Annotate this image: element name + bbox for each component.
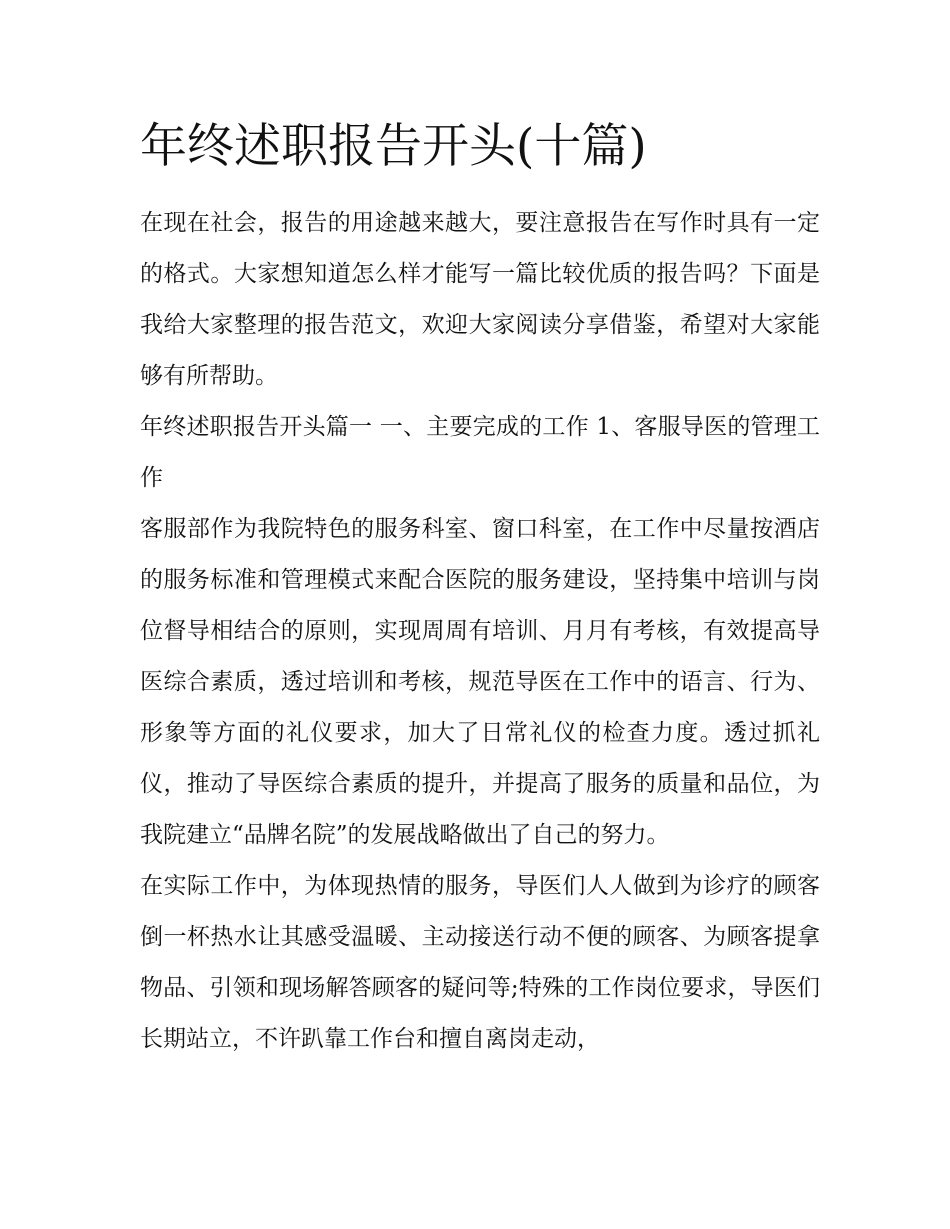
body-paragraph: 在实际工作中，为体现热情的服务，导医们人人做到为诊疗的顾客倒一杯热水让其感受温暖、主动接送行动不便的顾客、为顾客提拿物品、引领和现场解答顾客的疑问等;特殊的工作岗位要求，导医们长期站立，不许趴靠工作台和擅自离岗走动， <box>140 873 820 1052</box>
document-title: 年终述职报告开头(十篇) <box>140 119 647 174</box>
body-paragraph: 客服部作为我院特色的服务科室、窗口科室，在工作中尽量按酒店的服务标准和管理模式来配合医院的服务建设，坚持集中培训与岗位督导相结合的原则，实现周周有培训、月月有考核，有效提高导医综合素质，透过培训和考核，规范导医在工作中的语言、行为、形象等方面的礼仪要求，加大了日常礼仪的检查力度。透过抓礼仪，推动了导医综合素质的提升，并提高了服务的质量和品位，为我院建立“品牌名院”的发展战略做出了自己的努力。 <box>140 516 820 848</box>
document-body <box>140 112 820 1065</box>
section-heading-paragraph: 年终述职报告开头篇一 一、主要完成的工作 1、客服导医的管理工作 <box>140 414 820 491</box>
intro-paragraph: 在现在社会，报告的用途越来越大，要注意报告在写作时具有一定的格式。大家想知道怎么样才能写一篇比较优质的报告吗？下面是我给大家整理的报告范文，欢迎大家阅读分享借鉴，希望对大家能够有所帮助。 <box>140 210 820 389</box>
